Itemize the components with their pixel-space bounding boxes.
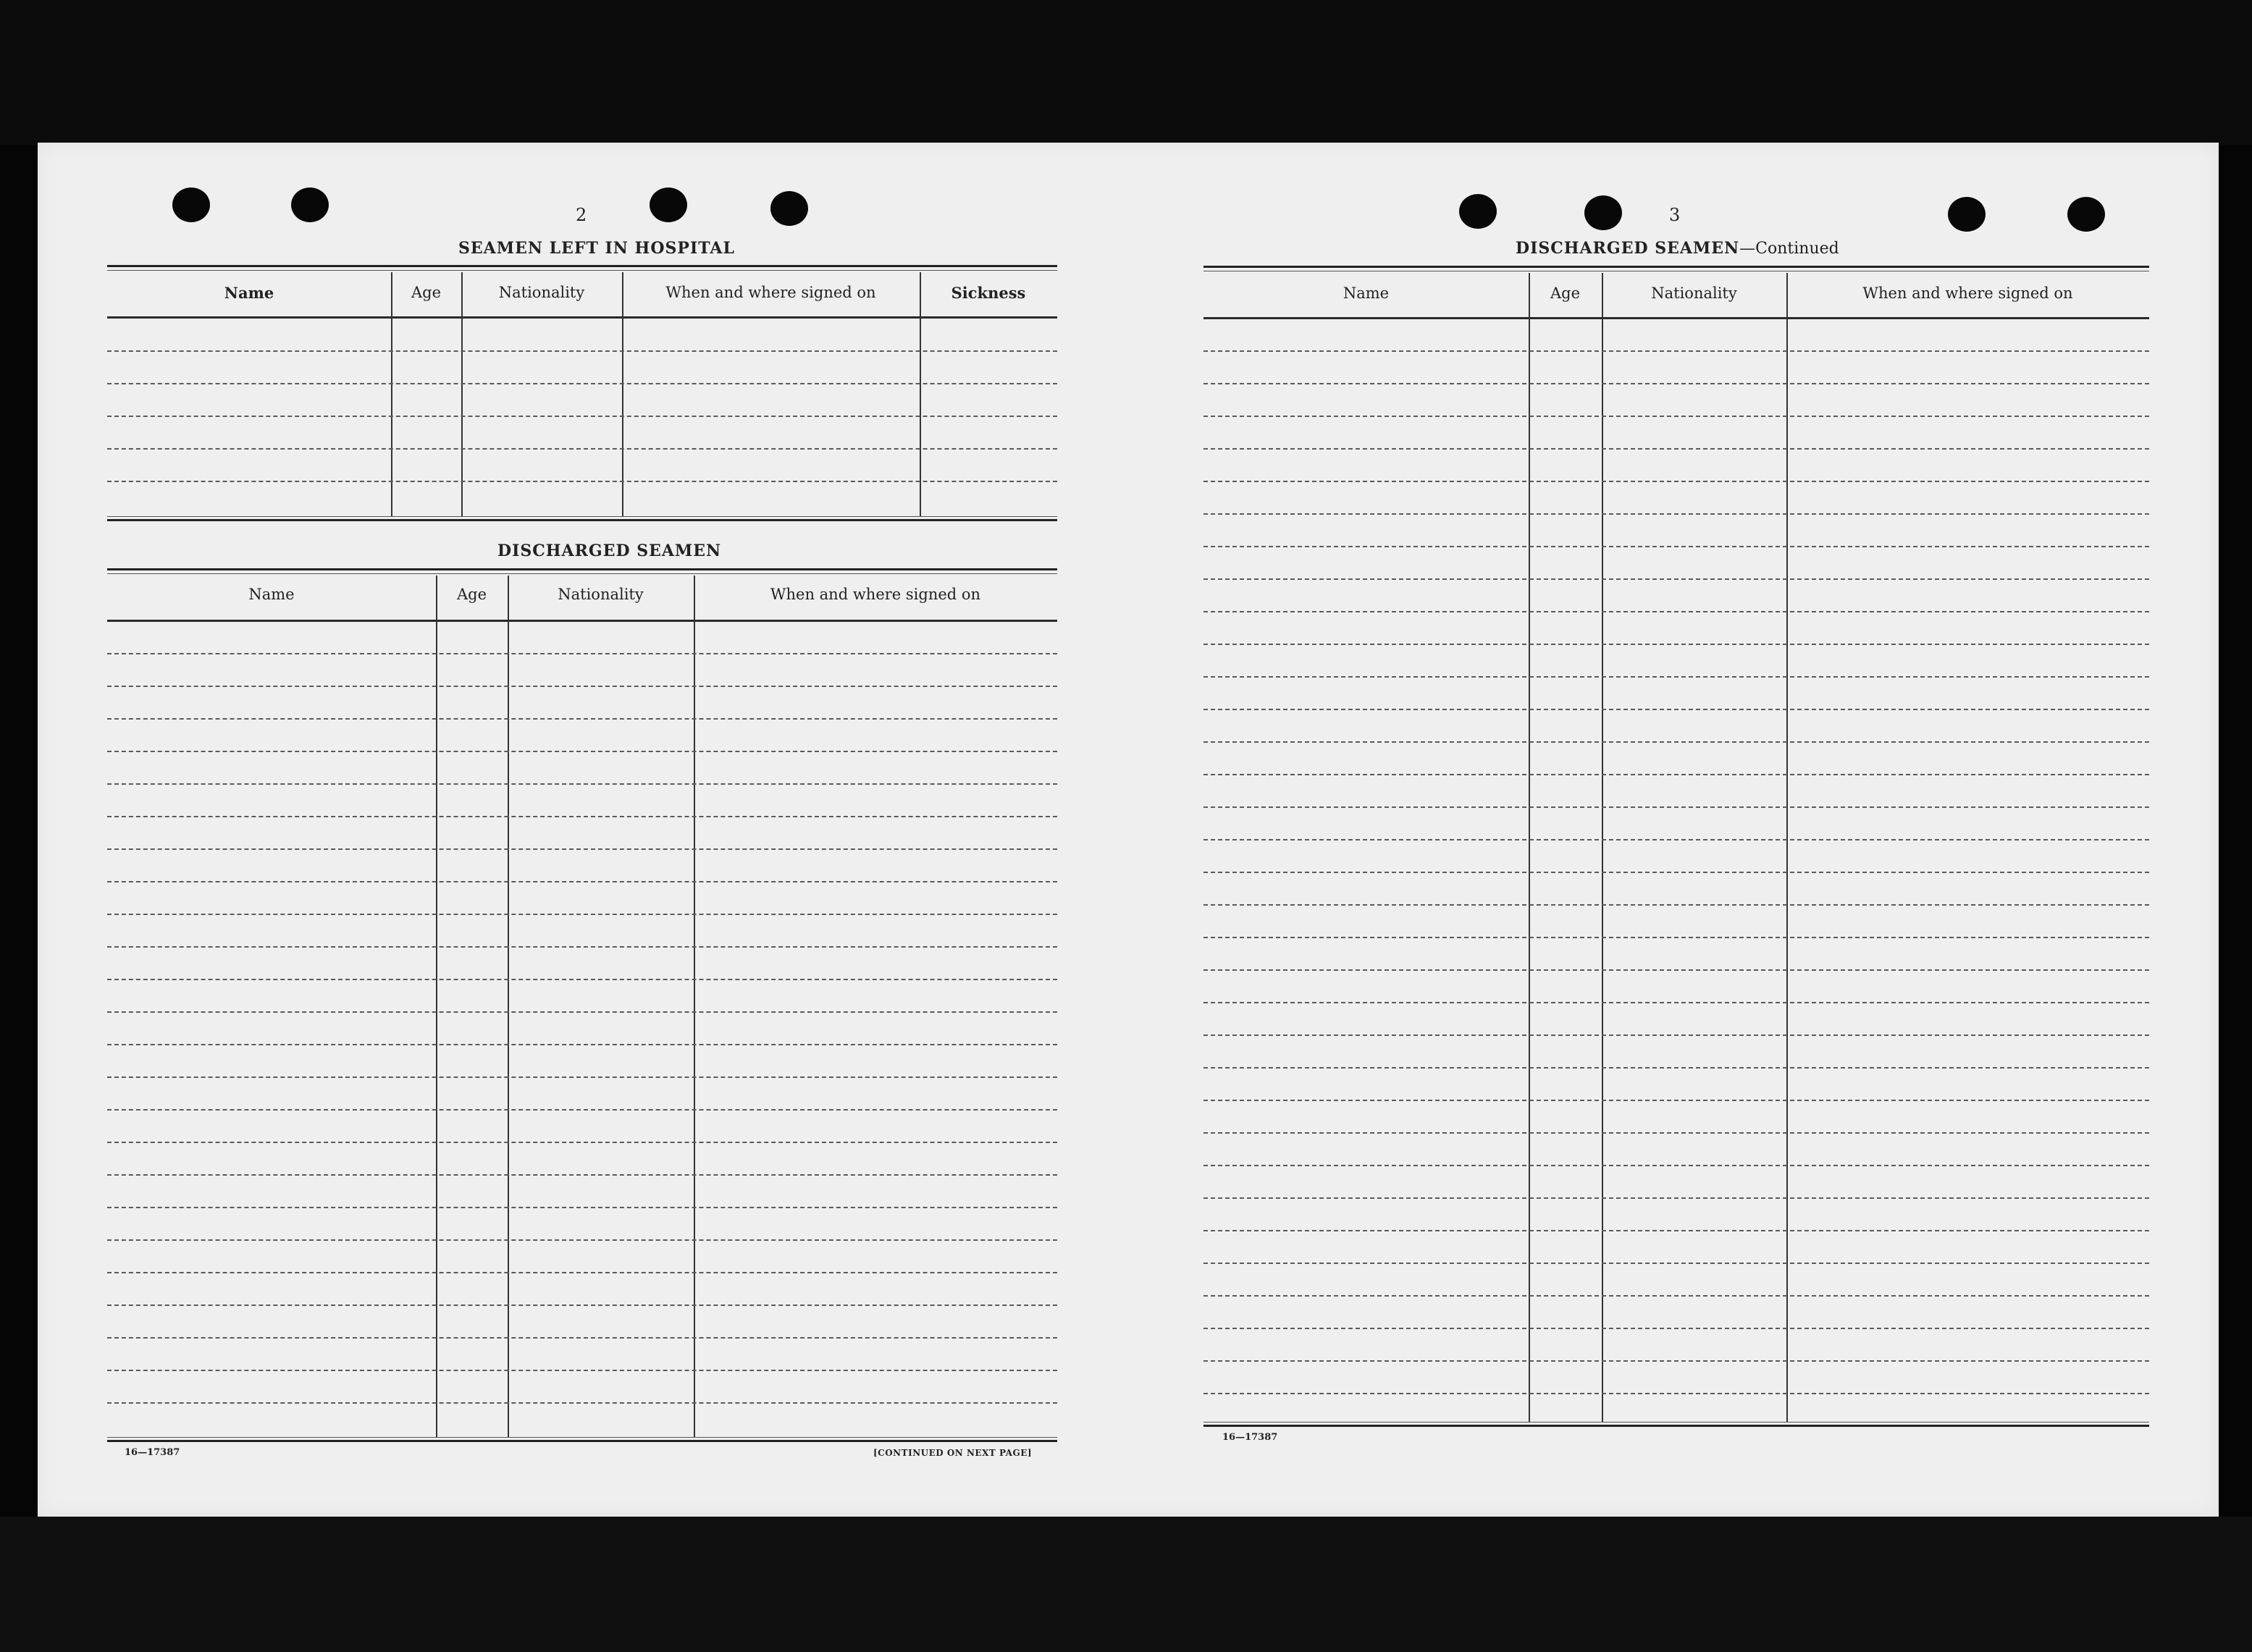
column-divider <box>1786 273 1788 1422</box>
column-header-age: Age <box>411 284 442 301</box>
column-header-nationality: Nationality <box>558 586 644 603</box>
entry-row-line <box>107 1239 1057 1241</box>
continued-note: [CONTINUED ON NEXT PAGE] <box>873 1448 1033 1458</box>
entry-row-line <box>107 1142 1057 1143</box>
entry-row-line <box>107 686 1057 687</box>
discharged-title-suffix: —Continued <box>1739 240 1839 258</box>
form-code-right: 16—17387 <box>1222 1432 1278 1443</box>
column-header-name: Name <box>248 586 295 603</box>
column-header-name: Name <box>224 284 274 302</box>
entry-row-line <box>107 1337 1057 1339</box>
entry-row-line <box>1203 611 2149 612</box>
column-divider <box>1529 273 1530 1422</box>
entry-row-line <box>1203 872 2149 873</box>
entry-row-line <box>1203 1263 2149 1264</box>
entry-row-line <box>107 1272 1057 1273</box>
entry-row-line <box>1203 481 2149 482</box>
column-header-when-where: When and where signed on <box>1862 285 2073 302</box>
form-code-left: 16—17387 <box>125 1447 180 1458</box>
binder-hole <box>1459 194 1497 229</box>
column-header-sickness: Sickness <box>951 284 1026 302</box>
table-header-rule <box>107 620 1057 622</box>
table-header-rule <box>1203 317 2149 319</box>
column-header-age: Age <box>1550 285 1581 302</box>
table-bottom-rule <box>1203 1422 2149 1427</box>
table-top-rule <box>107 265 1057 271</box>
entry-row-line <box>1203 578 2149 580</box>
column-header-when-where: When and where signed on <box>665 284 876 301</box>
entry-row-line <box>1203 709 2149 710</box>
column-header-when-where: When and where signed on <box>770 586 981 603</box>
binder-hole <box>770 191 808 226</box>
column-divider <box>622 272 623 516</box>
column-header-name: Name <box>1343 285 1390 302</box>
entry-row-line <box>107 848 1057 850</box>
entry-row-line <box>107 1011 1057 1013</box>
entry-row-line <box>1203 1393 2149 1394</box>
entry-row-line <box>1203 546 2149 547</box>
entry-row-line <box>1203 969 2149 971</box>
scan-border-top <box>0 0 2252 145</box>
entry-row-line <box>1203 676 2149 678</box>
entry-row-line <box>1203 839 2149 840</box>
hospital-section-title: SEAMEN LEFT IN HOSPITAL <box>458 239 735 258</box>
column-divider <box>461 272 463 516</box>
column-divider <box>920 272 921 516</box>
entry-row-line <box>1203 644 2149 645</box>
binder-hole <box>1948 197 1986 232</box>
column-divider <box>694 576 695 1437</box>
binder-hole <box>291 187 329 222</box>
entry-row-line <box>107 448 1057 450</box>
discharged-section-title-right <box>1516 239 1839 258</box>
entry-row-line <box>107 1044 1057 1045</box>
entry-row-line <box>1203 1295 2149 1297</box>
entry-row-line <box>1203 416 2149 417</box>
entry-row-line <box>107 946 1057 948</box>
entry-row-line <box>1203 350 2149 352</box>
entry-row-line <box>107 914 1057 915</box>
entry-row-line <box>107 979 1057 980</box>
entry-row-line <box>1203 1034 2149 1036</box>
scan-border-bottom <box>0 1517 2252 1652</box>
hospital-table <box>107 265 1057 521</box>
entry-row-line <box>1203 774 2149 775</box>
entry-row-line <box>107 653 1057 654</box>
discharged-table-right <box>1203 266 2149 1427</box>
column-header-nationality: Nationality <box>498 284 585 301</box>
discharged-table-left <box>107 568 1057 1443</box>
entry-row-line <box>1203 1067 2149 1069</box>
entry-row-line <box>107 1076 1057 1078</box>
page-number-left: 2 <box>576 205 587 225</box>
entry-row-line <box>1203 806 2149 808</box>
entry-row-line <box>107 783 1057 785</box>
entry-row-line <box>1203 383 2149 384</box>
entry-row-line <box>107 416 1057 417</box>
column-divider <box>1602 273 1603 1422</box>
entry-row-line <box>107 1305 1057 1306</box>
entry-row-line <box>107 1174 1057 1176</box>
page-number-right: 3 <box>1669 205 1681 225</box>
entry-row-line <box>1203 448 2149 450</box>
binder-hole <box>172 187 210 222</box>
entry-row-line <box>107 1402 1057 1404</box>
entry-row-line <box>1203 1165 2149 1166</box>
entry-row-line <box>107 350 1057 352</box>
column-divider <box>436 576 437 1437</box>
binder-hole <box>1584 195 1622 230</box>
column-header-age: Age <box>456 586 487 603</box>
entry-row-line <box>1203 1002 2149 1003</box>
binder-hole <box>650 187 687 222</box>
entry-row-line <box>1203 513 2149 515</box>
entry-row-line <box>107 1370 1057 1371</box>
discharged-section-title-left: DISCHARGED SEAMEN <box>497 541 722 560</box>
table-top-rule <box>107 568 1057 574</box>
entry-row-line <box>1203 1132 2149 1134</box>
entry-row-line <box>1203 1100 2149 1101</box>
entry-row-line <box>107 751 1057 752</box>
table-bottom-rule <box>107 1437 1057 1442</box>
discharged-title-text: DISCHARGED SEAMEN <box>1516 239 1740 258</box>
entry-row-line <box>1203 741 2149 743</box>
entry-row-line <box>107 481 1057 482</box>
table-bottom-rule <box>107 516 1057 521</box>
entry-row-line <box>1203 937 2149 938</box>
entry-row-line <box>107 1109 1057 1111</box>
binder-hole <box>2067 197 2105 232</box>
entry-row-line <box>107 1207 1057 1208</box>
table-top-rule <box>1203 266 2149 271</box>
entry-row-line <box>1203 904 2149 906</box>
entry-row-line <box>107 383 1057 384</box>
entry-row-line <box>1203 1360 2149 1362</box>
column-divider <box>508 576 509 1437</box>
entry-row-line <box>1203 1230 2149 1231</box>
entry-row-line <box>1203 1197 2149 1199</box>
table-header-rule <box>107 316 1057 319</box>
entry-row-line <box>1203 1328 2149 1329</box>
entry-row-line <box>107 718 1057 720</box>
column-divider <box>391 272 392 516</box>
entry-row-line <box>107 816 1057 817</box>
column-header-nationality: Nationality <box>1651 285 1737 302</box>
entry-row-line <box>107 881 1057 882</box>
